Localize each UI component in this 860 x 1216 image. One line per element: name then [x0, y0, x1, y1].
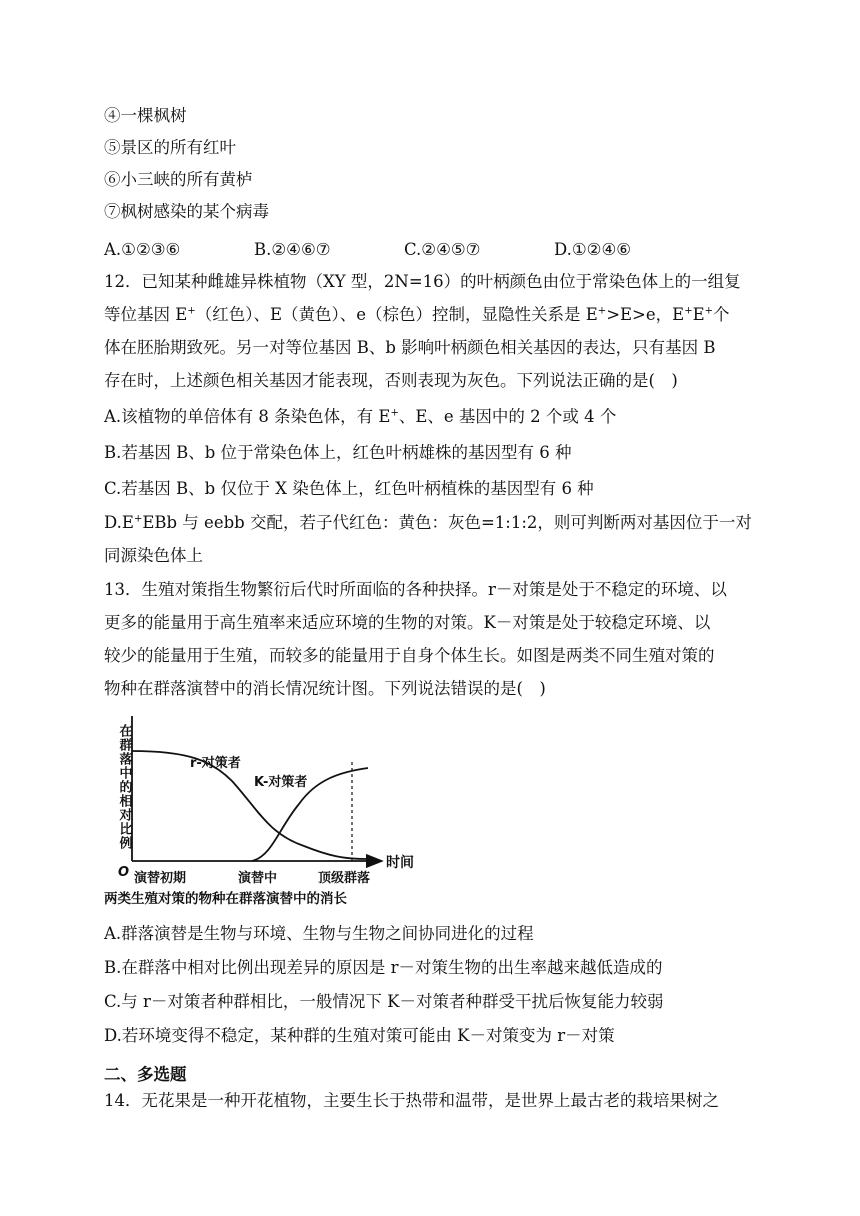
- q11-item-5: ⑤景区的所有红叶: [104, 138, 236, 157]
- q12-stem-line-3: 体在胚胎期致死。另一对等位基因 B、b 影响叶柄颜色相关基因的表达，只有基因 B: [104, 338, 716, 357]
- x-tick-mid: 演替中: [238, 871, 278, 886]
- q12-option-c[interactable]: C.若基因 B、b 仅位于 X 染色体上，红色叶柄植株的基因型有 6 种: [104, 479, 594, 498]
- q11-option-a[interactable]: A.①②③⑥: [104, 240, 181, 259]
- q12-option-d[interactable]: D.E+EBb 与 eebb 交配，若子代红色：黄色：灰色=1:1:2，则可判断两对基因位于一对: [104, 513, 752, 532]
- x-tick-early: 演替初期: [134, 871, 187, 886]
- chart-caption: 两类生殖对策的物种在群落演替中的消长: [104, 891, 347, 907]
- q11-option-b[interactable]: B.②④⑥⑦: [254, 240, 331, 259]
- q11-option-d[interactable]: D.①②④⑥: [554, 240, 632, 259]
- r-strategist-curve: [132, 751, 366, 859]
- x-axis-label: 时间: [386, 855, 414, 871]
- y-axis-label: 在群落中的相对比例: [116, 724, 132, 850]
- q12-stem-line-2: 等位基因 E+（红色）、E（黄色）、e（棕色）控制，显隐性关系是 E+>E>e，E+E+个: [104, 305, 730, 324]
- q13-stem-line-3: 较少的能量用于生殖，而较多的能量用于自身个体生长。如图是两类不同生殖对策的: [104, 646, 715, 665]
- q12-stem-line-4: 存在时，上述颜色相关基因才能表现，否则表现为灰色。下列说法正确的是( ): [104, 371, 678, 390]
- q12-option-b[interactable]: B.若基因 B、b 位于常染色体上，红色叶柄雄株的基因型有 6 种: [104, 443, 572, 462]
- series-label-r: r-对策者: [190, 756, 241, 771]
- q13-stem-line-1: 13．生殖对策指生物繁衍后代时所面临的各种抉择。r－对策是处于不稳定的环境、以: [104, 580, 727, 599]
- q13-option-a[interactable]: A.群落演替是生物与环境、生物与生物之间协同进化的过程: [104, 924, 534, 943]
- q12-stem-line-1: 12．已知某种雌雄异株植物（XY 型，2N=16）的叶柄颜色由位于常染色体上的一组复: [104, 272, 741, 291]
- section-title-multi-choice: 二、多选题: [104, 1065, 187, 1084]
- q11-option-c[interactable]: C.②④⑤⑦: [404, 240, 481, 259]
- q11-item-7: ⑦枫树感染的某个病毒: [104, 202, 269, 221]
- q13-option-b[interactable]: B.在群落中相对比例出现差异的原因是 r－对策生物的出生率越来越低造成的: [104, 958, 663, 977]
- origin-label: O: [118, 865, 130, 880]
- succession-figure: [104, 716, 424, 916]
- q11-options: [104, 238, 764, 262]
- q13-stem-line-2: 更多的能量用于高生殖率来适应环境的生物的对策。K－对策是处于较稳定环境、以: [104, 613, 711, 632]
- q14-stem-line-1: 14．无花果是一种开花植物，主要生长于热带和温带，是世界上最古老的栽培果树之: [104, 1091, 719, 1110]
- q12-option-d-cont: 同源染色体上: [104, 546, 203, 565]
- q11-item-6: ⑥小三峡的所有黄栌: [104, 170, 253, 189]
- succession-chart: [104, 716, 424, 916]
- q12-option-a[interactable]: A.该植物的单倍体有 8 条染色体，有 E+、E、e 基因中的 2 个或 4 个: [104, 407, 617, 426]
- q13-stem-line-4: 物种在群落演替中的消长情况统计图。下列说法错误的是( ): [104, 679, 546, 698]
- q13-option-d[interactable]: D.若环境变得不稳定，某种群的生殖对策可能由 K－对策变为 r－对策: [104, 1026, 615, 1045]
- q13-option-c[interactable]: C.与 r－对策者种群相比，一般情况下 K－对策者种群受干扰后恢复能力较弱: [104, 992, 664, 1011]
- series-label-k: K-对策者: [254, 775, 308, 790]
- q11-item-4: ④一棵枫树: [104, 106, 187, 125]
- x-tick-climax: 顶级群落: [318, 871, 371, 886]
